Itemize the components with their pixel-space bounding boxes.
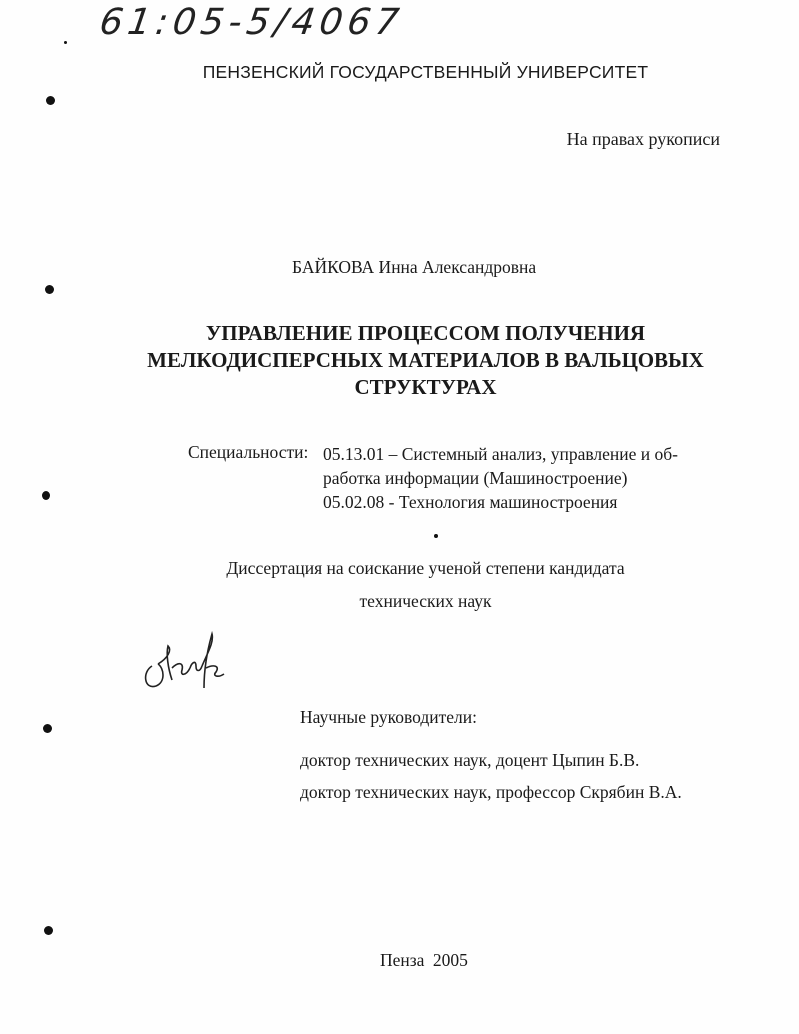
speck-dot <box>434 534 438 538</box>
university-name: ПЕНЗЕНСКИЙ ГОСУДАРСТВЕННЫЙ УНИВЕРСИТЕТ <box>202 62 649 82</box>
punch-hole-dot <box>44 926 53 935</box>
dissertation-line: Диссертация на соискание ученой степени кандидата <box>226 558 625 578</box>
supervisor-item: доктор технических наук, доцент Цыпин Б.В. <box>300 750 640 770</box>
archive-code-handwritten: 61:05-5/4067 <box>97 2 407 43</box>
punch-hole-dot <box>42 491 50 500</box>
title-line: СТРУКТУРАХ <box>354 375 497 399</box>
specialties-list <box>323 442 678 514</box>
punch-hole-dot <box>45 285 54 294</box>
title-line: МЕЛКОДИСПЕРСНЫХ МАТЕРИАЛОВ В ВАЛЬЦОВЫХ <box>147 348 704 372</box>
punch-hole-dot <box>46 96 55 105</box>
specialties-label: Специальности: <box>188 442 309 462</box>
dissertation-title <box>0 320 799 401</box>
specialty-line: 05.02.08 - Технология машиностроения <box>323 492 618 512</box>
specialty-line: 05.13.01 – Системный анализ, управление и об- <box>323 444 678 464</box>
city-year: Пенза 2005 <box>380 950 468 970</box>
dissertation-statement <box>0 552 799 618</box>
manuscript-rights-note: На правах рукописи <box>566 129 720 149</box>
punch-hole-dot <box>43 724 52 733</box>
speck-dot <box>64 41 67 44</box>
supervisor-item: доктор технических наук, профессор Скрябин В.А. <box>300 782 682 802</box>
dissertation-line: технических наук <box>359 591 492 611</box>
supervisors-label: Научные руководители: <box>300 707 477 727</box>
author-name: БАЙКОВА Инна Александровна <box>292 257 537 277</box>
signature-icon <box>138 628 228 698</box>
title-line: УПРАВЛЕНИЕ ПРОЦЕССОМ ПОЛУЧЕНИЯ <box>205 321 646 345</box>
specialty-line: работка информации (Машиностроение) <box>323 468 628 488</box>
